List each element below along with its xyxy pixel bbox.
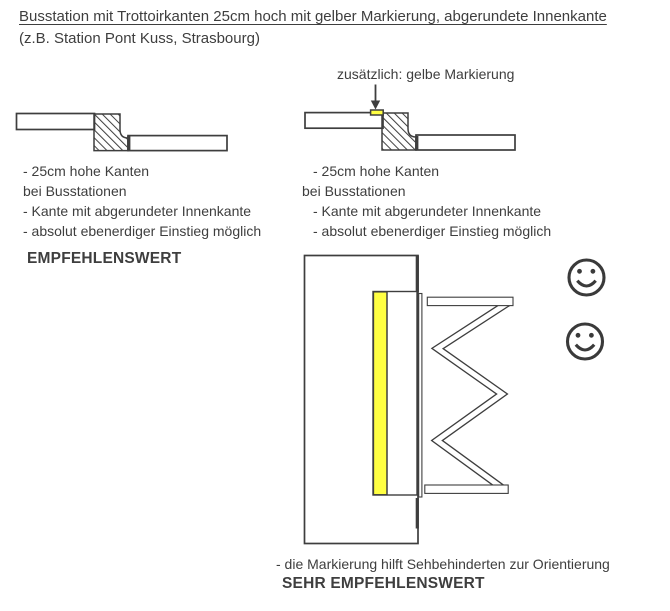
- curb-hatched-block-right: [382, 113, 416, 150]
- page-subtitle: (z.B. Station Pont Kuss, Strasbourg): [19, 30, 260, 47]
- smiley-face-icon: [569, 260, 604, 295]
- note-line: - absolut ebenerdiger Einstieg möglich: [23, 223, 262, 239]
- smiley-face-icon: [568, 324, 603, 359]
- road-left: [128, 136, 227, 151]
- platform-top-view: [305, 256, 514, 544]
- right-notes-list: [302, 161, 551, 241]
- folding-ramp: [425, 297, 513, 493]
- ramp-bar-top: [427, 297, 513, 305]
- right-curb-cross-section: [305, 85, 515, 151]
- note-line: - 25cm hohe Kanten: [313, 163, 440, 179]
- left-curb-cross-section: [17, 114, 228, 151]
- verdict-right: SEHR EMPFEHLENSWERT: [282, 575, 485, 592]
- verdict-left: EMPFEHLENSWERT: [27, 250, 182, 267]
- left-notes-list: [23, 161, 261, 241]
- ramp-bar-bottom: [425, 485, 508, 493]
- yellow-marking-annotation: zusätzlich: gelbe Markierung: [337, 66, 515, 82]
- note-line: bei Busstationen: [302, 183, 406, 199]
- page-title: Busstation mit Trottoirkanten 25cm hoch mit gelber Markierung, abgerundete Innenkante: [19, 8, 607, 25]
- marking-benefit-note: - die Markierung hilft Sehbehinderten zur Orientierung: [276, 556, 610, 572]
- note-line: - absolut ebenerdiger Einstieg möglich: [313, 223, 552, 239]
- curb-hatched-block-left: [94, 114, 128, 151]
- down-arrow-icon: [371, 85, 380, 110]
- curb-edge-strip: [419, 294, 422, 498]
- yellow-marking-small: [371, 110, 384, 115]
- note-line: bei Busstationen: [23, 183, 127, 199]
- note-line: - Kante mit abgerundeter Innenkante: [313, 203, 542, 219]
- road-right: [416, 135, 515, 150]
- note-line: - 25cm hohe Kanten: [23, 163, 150, 179]
- note-line: - Kante mit abgerundeter Innenkante: [23, 203, 252, 219]
- yellow-marking-stripe: [373, 292, 387, 495]
- platform-left: [17, 114, 95, 130]
